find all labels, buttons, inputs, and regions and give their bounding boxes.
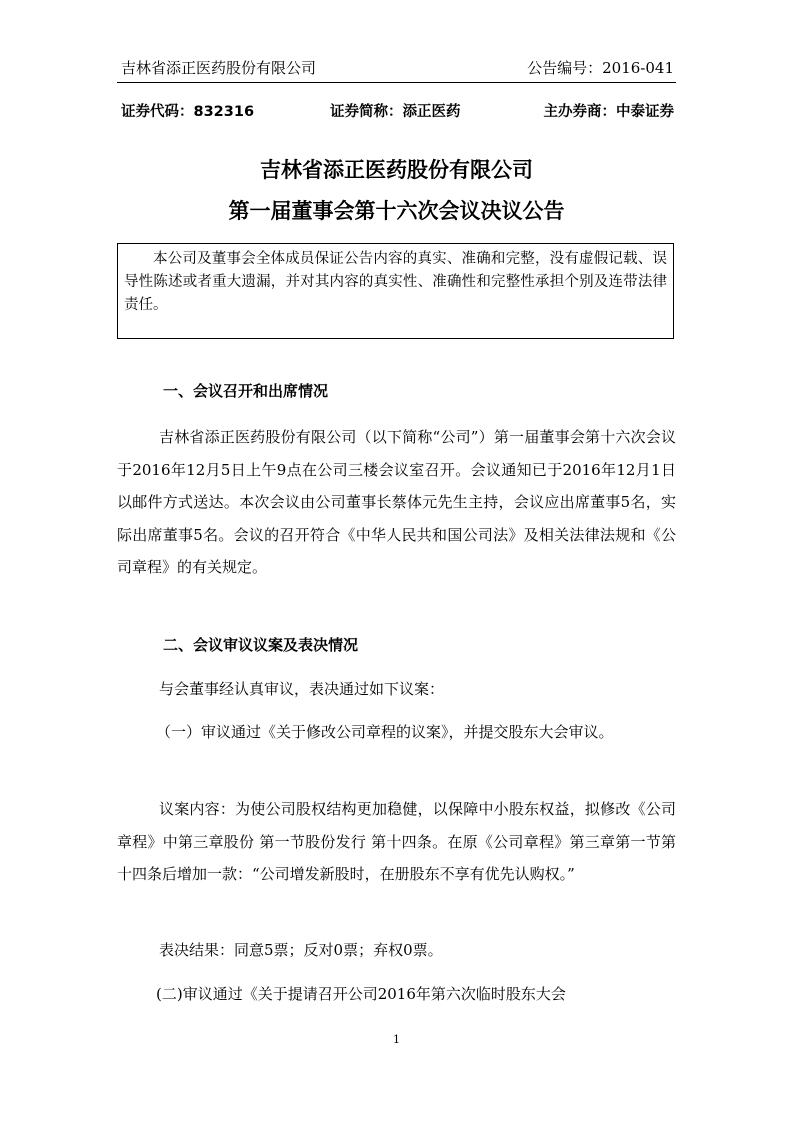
page-number: 1 bbox=[393, 1033, 400, 1046]
title-line-2: 第一届董事会第十六次会议决议公告 bbox=[228, 199, 565, 223]
securities-code: 证券代码：832316 bbox=[121, 104, 255, 120]
item-1-title: （一）审议通过《关于修改公司章程的议案》，并提交股东大会审议。 bbox=[156, 723, 614, 741]
title-line-1: 吉林省添正医药股份有限公司 bbox=[260, 158, 533, 182]
page-header bbox=[117, 56, 676, 83]
item-2-title: (二)审议通过《关于提请召开公司2016年第六次临时股东大会 bbox=[156, 985, 566, 1003]
section-1-paragraph: 吉林省添正医药股份有限公司（以下简称“公司”）第一届董事会第十六次会议于2016年12月5日上午9点在公司三楼会议室召开。会议通知已于2016年12月1日以邮件方式送达。本次会议由公司董事长蔡体元先生主持，会议应出席董事5名，实际出席董事5名。会议的召开符合《中华人民共和国公司法》及相关法律法规和《公司章程》的有关规定。 bbox=[117, 428, 676, 576]
securities-short-name: 证券简称：添正医药 bbox=[330, 104, 461, 120]
header-announcement-number: 公告编号：2016-041 bbox=[527, 59, 674, 77]
disclaimer-box: 本公司及董事会全体成员保证公告内容的真实、准确和完整，没有虚假记载、误导性陈述或者重大遗漏，并对其内容的真实性、准确性和完整性承担个别及连带法律责任。 bbox=[117, 243, 674, 339]
item-1-content: 议案内容：为使公司股权结构更加稳健，以保障中小股东权益，拟修改《公司章程》中第三章股份 第一节股份发行 第十四条。在原《公司章程》第三章第一节第十四条后增加一款：“公司增发新股时，在册股东不享有优先认购权。” bbox=[117, 800, 676, 883]
item-1-vote-result: 表决结果：同意5票；反对0票；弃权0票。 bbox=[159, 941, 443, 959]
header-company-name: 吉林省添正医药股份有限公司 bbox=[121, 59, 317, 77]
section-1-heading: 一、会议召开和出席情况 bbox=[163, 382, 329, 400]
section-2-intro: 与会董事经认真审议，表决通过如下议案： bbox=[159, 680, 445, 698]
sponsor-broker: 主办券商：中泰证券 bbox=[543, 104, 674, 120]
section-2-heading: 二、会议审议议案及表决情况 bbox=[163, 636, 359, 654]
securities-info-row bbox=[117, 101, 676, 123]
